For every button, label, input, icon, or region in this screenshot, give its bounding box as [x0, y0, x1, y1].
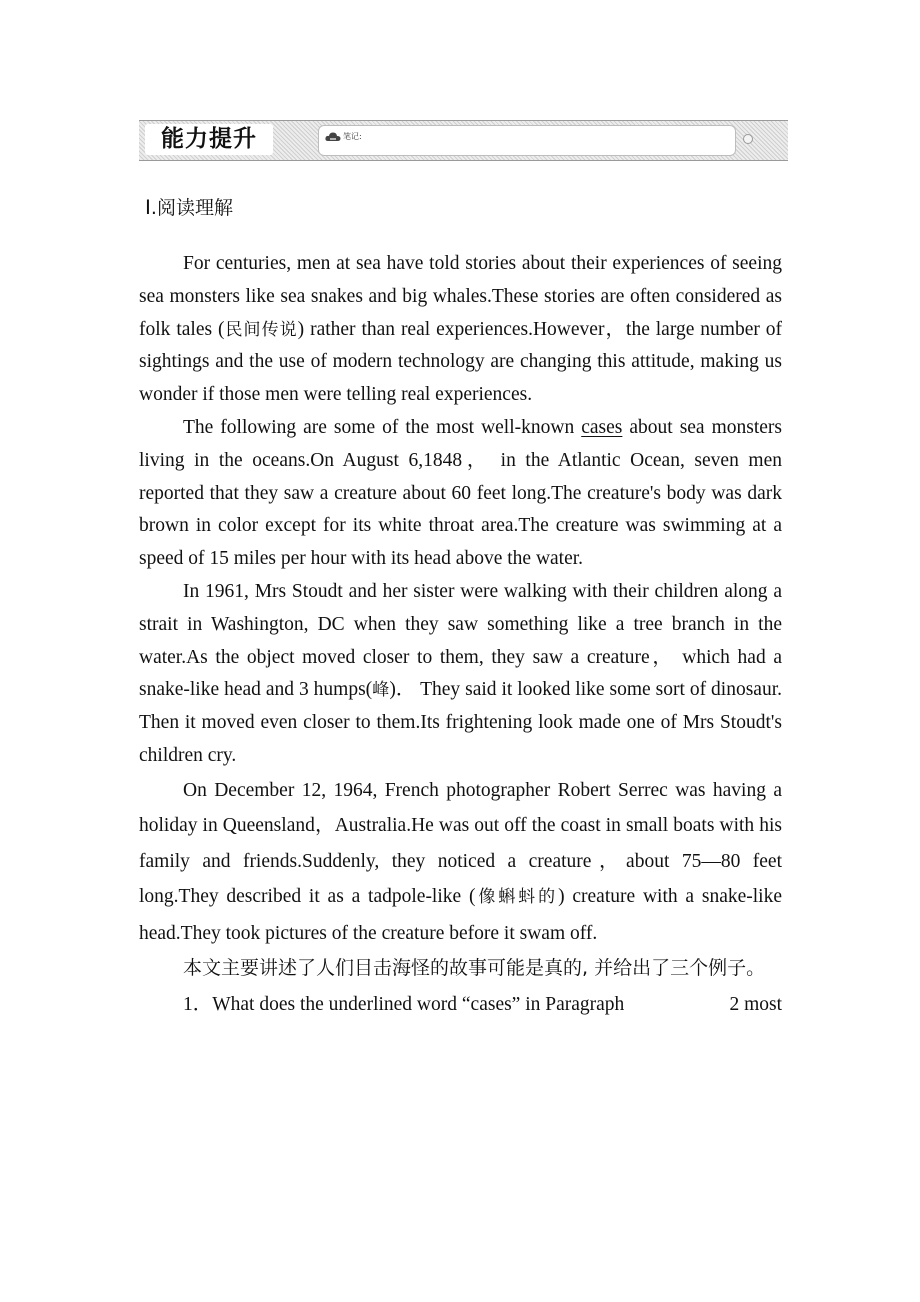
paragraph-text: about sea monsters living in the oceans.On August 6,1848， in the Atlantic Ocean, seven men reported that they saw a creature about 60 feet long.The creature's body was dark brown in color except for its white throat area.The creature was swimming at a speed of 15 miles per hour with its head above the water.	[139, 416, 782, 570]
section-numeral: Ⅰ	[145, 197, 151, 219]
banner-title: 能力提升	[145, 124, 273, 155]
paragraph-text: On December 12, 1964, French photographer Robert Serrec was having a holiday in Queensland，Australia.He was out off the coast in small boats with his family and friends.Suddenly, they noticed a creature，about 75—80 feet long.They described it as a tadpole-like (	[139, 779, 782, 908]
cloud-pencil-icon	[325, 130, 341, 144]
underlined-word: cases	[581, 416, 623, 438]
reading-passage	[139, 248, 782, 1023]
paragraph-text: ) creature with a snake-like head.They took pictures of the creature before it swam off.	[139, 886, 782, 944]
section-heading	[145, 193, 233, 220]
gloss-text: 像蝌蚪的	[475, 887, 559, 908]
circle-icon	[742, 133, 754, 145]
note-field[interactable]	[318, 125, 736, 156]
summary: 本文主要讲述了人们目击海怪的故事可能是真的, 并给出了三个例子。	[183, 957, 766, 980]
question-1	[139, 985, 782, 1023]
paragraph-text: In 1961, Mrs Stoudt and her sister were walking with their children along a strait in Washington, DC when they saw something like a tree branch in the water.As the object moved closer to them, they saw a creature， which had a snake-like head and 3 humps(	[139, 580, 782, 701]
gloss-text: 民间传说	[224, 319, 298, 340]
paragraph-text: The following are some of the most well-known	[183, 416, 582, 438]
gloss-text: 峰	[372, 680, 390, 701]
paragraph-1	[139, 248, 782, 412]
paragraph-3	[139, 576, 782, 773]
note-label: 笔记:	[343, 132, 362, 141]
question-text: 1．What does the underlined word “cases” in Paragraph	[183, 994, 625, 1016]
paragraph-text: ) rather than real experiences.However，the large number of sightings and the use of modern technology are changing this attitude, making us wonder if those men were telling real experiences.	[139, 318, 783, 406]
paragraph-text: For centuries, men at sea have told stories about their experiences of seeing sea monsters like sea snakes and big whales.These stories are often considered as folk tales (	[139, 253, 782, 340]
question-tail: 2 most	[729, 994, 782, 1016]
section-banner	[139, 120, 788, 161]
paragraph-text: )． They said it looked like some sort of dinosaur. Then it moved even closer to them.Its frightening look made one of Mrs Stoudt's children cry.	[139, 679, 782, 766]
paragraph-2	[139, 412, 782, 576]
paragraph-4	[139, 773, 782, 952]
section-title: .阅读理解	[150, 197, 233, 219]
